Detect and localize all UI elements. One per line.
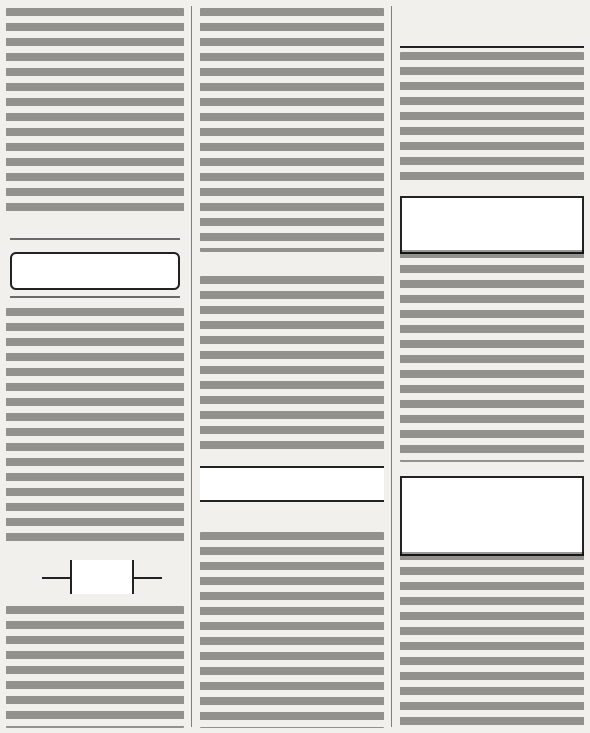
column-middle [194, 0, 390, 733]
body-text-block [400, 250, 584, 462]
column-rule-left [191, 6, 192, 727]
body-text-block [400, 552, 584, 728]
body-text-block [400, 52, 584, 184]
column-right [394, 0, 590, 733]
masthead-strip [400, 6, 584, 48]
body-text-block [200, 532, 384, 728]
column-rule-right [391, 6, 392, 727]
section-title [200, 466, 384, 502]
boxed-heading [10, 252, 180, 290]
section-divider [10, 238, 180, 240]
body-text-block [200, 276, 384, 454]
body-text-block [200, 8, 384, 252]
headline-box [400, 476, 584, 556]
ornament-heading [70, 560, 134, 594]
body-text-block [6, 8, 184, 214]
headline-box [400, 196, 584, 254]
body-text-block [6, 606, 184, 728]
section-subtitle [200, 502, 384, 524]
section-divider [10, 296, 180, 298]
column-left [0, 0, 190, 733]
body-text-block [6, 308, 184, 544]
